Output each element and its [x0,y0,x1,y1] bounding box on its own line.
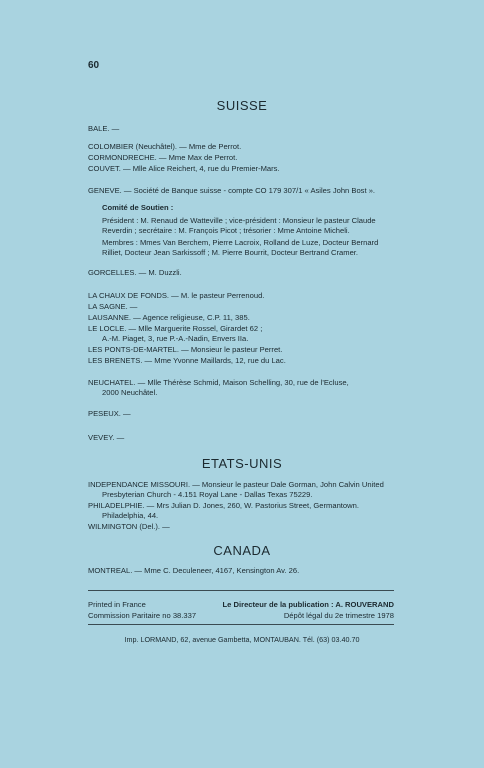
entry-sagne: LA SAGNE. — [88,302,138,311]
entry-wilmington: WILMINGTON (Del.). — [88,522,170,531]
entry-gorcelles: GORCELLES. — M. Duzzli. [88,268,182,277]
entry-vevey: VEVEY. — [88,433,125,442]
entry-philadelphie: PHILADELPHIE. — Mrs Julian D. Jones, 260, W. Pastorius Street, Germantown. [88,501,359,510]
footer-divider [88,590,394,591]
entry-lausanne: LAUSANNE. — Agence religieuse, C.P. 11, 385. [88,313,250,322]
comite-secretaire-line: Reverdin ; secrétaire : M. François Picot ; trésorier : Mme Antoine Micheli. [102,226,350,235]
entry-montreal: MONTREAL. — Mme C. Deculeneer, 4167, Kensington Av. 26. [88,566,300,575]
footer-directeur: Le Directeur de la publication : A. ROUVERAND [222,600,394,609]
entry-philadelphie-2: Philadelphia, 44. [102,511,159,520]
entry-brenets: LES BRENETS. — Mme Yvonne Maillards, 12, rue du Lac. [88,356,286,365]
entry-couvet: COUVET. — Mlle Alice Reichert, 4, rue du Premier-Mars. [88,164,280,173]
footer-printed: Printed in France [88,600,146,609]
entry-bale: BALE. — [88,124,120,133]
comite-president-line: Président : M. Renaud de Watteville ; vice-président : Monsieur le pasteur Claude [102,216,376,225]
comite-title: Comité de Soutien : [102,203,174,212]
section-heading-canada: CANADA [213,543,271,558]
entry-ponts-de-martel: LES PONTS-DE-MARTEL. — Monsieur le pasteur Perret. [88,345,283,354]
comite-membres-line-2: Rilliet, Docteur Jean Sarkissoff ; M. Pierre Bourrit, Docteur Bertrand Cramer. [102,248,359,257]
entry-independance-2: Presbyterian Church - 4.151 Royal Lane - Dallas Texas 75229. [102,490,313,499]
entry-chaux-de-fonds: LA CHAUX DE FONDS. — M. le pasteur Perrenoud. [88,291,265,300]
footer-imprimerie: Imp. LORMAND, 62, avenue Gambetta, MONTAUBAN. Tél. (63) 03.40.70 [124,635,360,644]
entry-neuchatel: NEUCHATEL. — Mlle Thérèse Schmid, Maison Schelling, 30, rue de l'Ecluse, [88,378,349,387]
footer-divider-bottom [88,624,394,625]
page-number: 60 [88,60,100,71]
entry-cormondreche: CORMONDRECHE. — Mme Max de Perrot. [88,153,238,162]
entry-colombier: COLOMBIER (Neuchâtel). — Mme de Perrot. [88,142,242,151]
comite-membres-line: Membres : Mmes Van Berchem, Pierre Lacroix, Rolland de Luze, Docteur Bernard [102,238,379,247]
entry-independance: INDEPENDANCE MISSOURI. — Monsieur le pasteur Dale Gorman, John Calvin United [88,480,384,489]
section-heading-etats-unis: ETATS-UNIS [201,456,283,471]
entry-neuchatel-2: 2000 Neuchâtel. [102,388,158,397]
entry-locle: LE LOCLE. — Mlle Marguerite Rossel, Girardet 62 ; [88,324,263,333]
entry-geneve: GENEVE. — Société de Banque suisse - compte CO 179 307/1 « Asiles John Bost ». [88,186,376,195]
entry-peseux: PESEUX. — [88,409,131,418]
section-heading-suisse: SUISSE [216,98,268,113]
entry-locle-2: A.-M. Piaget, 3, rue P.-A.-Nadin, Envers IIa. [102,334,249,343]
footer-depot: Dépôt légal du 2e trimestre 1978 [283,611,394,620]
footer-commission: Commission Paritaire no 38.337 [88,611,197,620]
